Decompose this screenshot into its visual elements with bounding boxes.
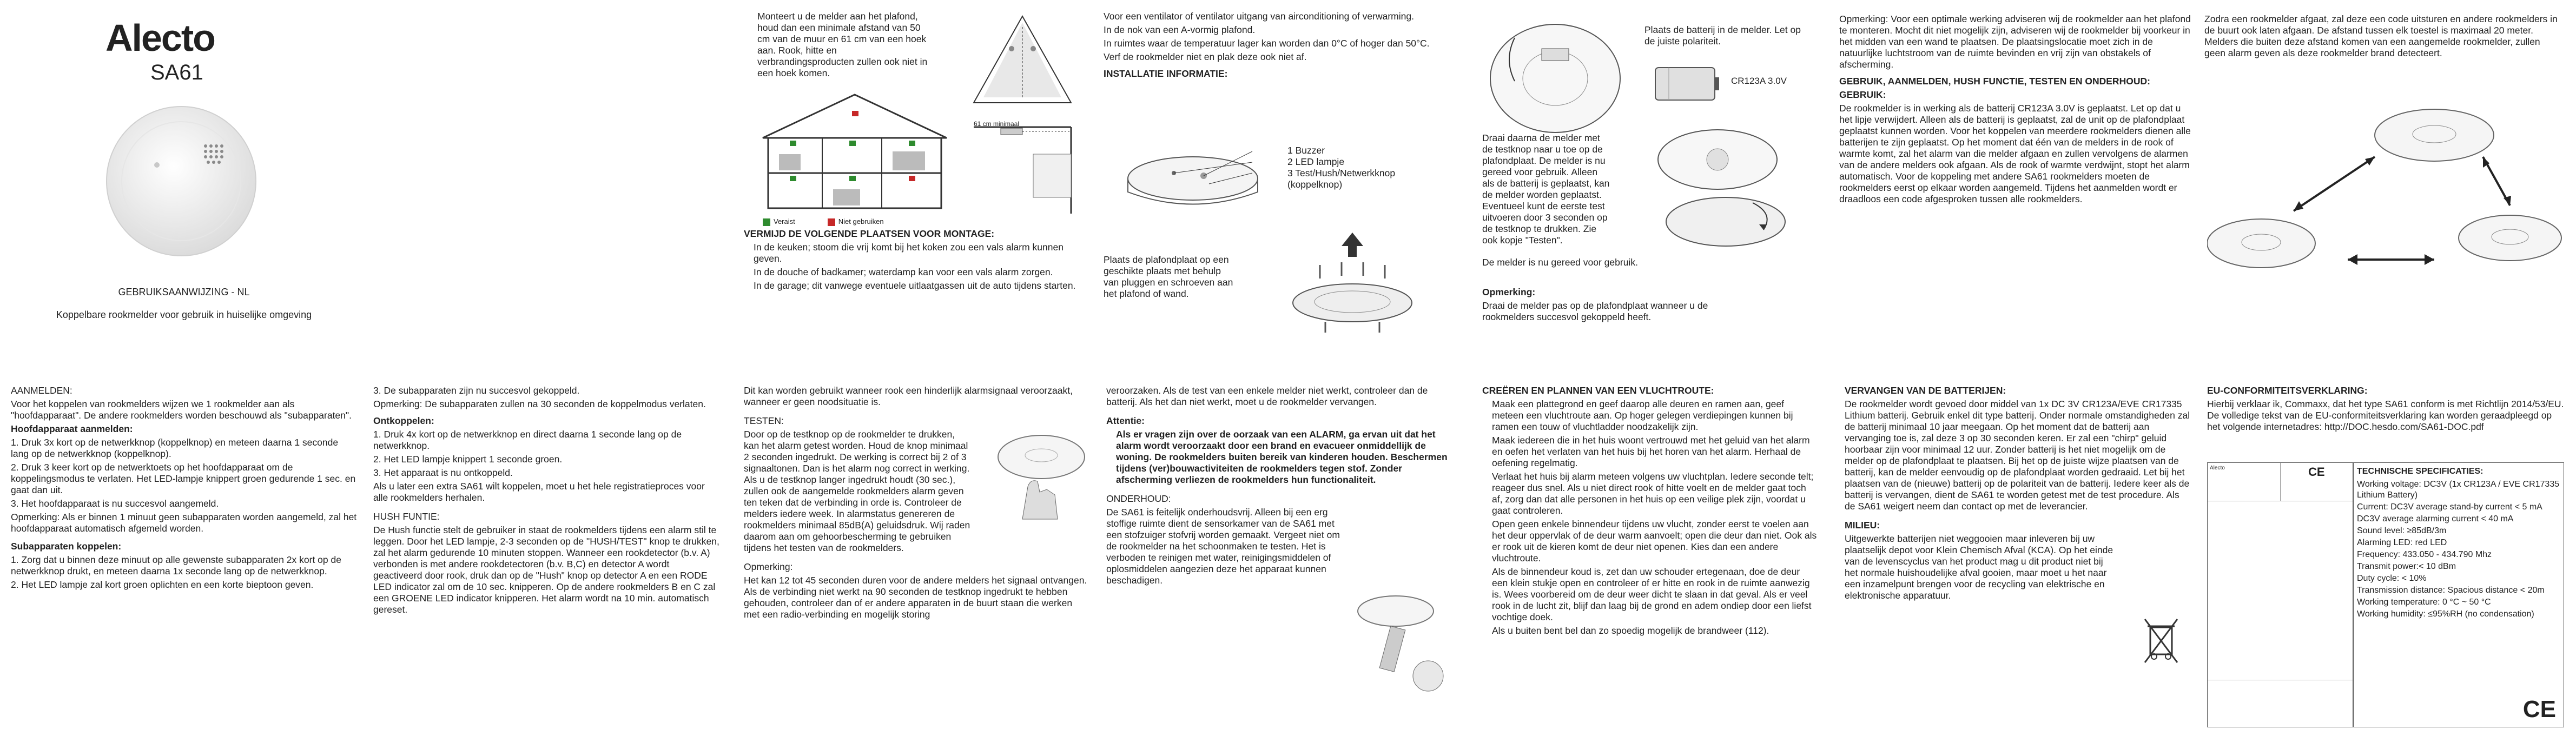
linked-detectors-diagram — [2207, 103, 2564, 308]
avoid-item-2: In de douche of badkamer; waterdamp kan voor een vals alarm zorgen. — [754, 267, 1053, 277]
range-panel: Zodra een rookmelder afgaat, zal deze een code uitsturen en andere rookmelders in de buurt ook laten afgaan. De afstand tussen elk toestel is maximaal 20 meter. Melders die buiten deze afstand komen van een aangemelde rookmelder, zullen geen alarm geven als deze rookmelder brand detecteert. — [2204, 14, 2558, 58]
specs-box — [2353, 462, 2564, 727]
main-step-1: 1. Druk 3x kort op de netwerkknop (koppelknop) en meteen daarna 1 seconde lang op de netwerkknop (koppelknop). — [11, 437, 339, 459]
register-panel — [11, 385, 357, 731]
maintenance-text: De SA61 is feitelijk onderhoudsvrij. Alleen bij een erg stoffige ruimte dient de sensorkamer van de SA61 met een stofzuiger stofvrij worden gemaakt. Vergeet niet om de rookmelder na het schoonmaken te testen. Het is verboden te reinigen met water, reinigingsmiddelen of oplosmiddelen aangezien deze het apparaat kunnen beschadigen. — [1106, 507, 1340, 586]
escape-title: CREËREN EN PLANNEN VAN EEN VLUCHTROUTE: — [1482, 385, 1714, 396]
wall-distance-label: 61 cm minimaal — [974, 120, 1020, 128]
install-note-1: Voor een ventilator of ventilator uitgang van airconditioning of verwarming. — [1104, 11, 1414, 22]
conformity-panel — [2207, 385, 2564, 461]
spec-item: Duty cycle: < 10% — [2357, 574, 2427, 583]
battery-mount-diagram — [1482, 16, 1628, 141]
escape-text-3: Verlaat het huis bij alarm meteen volgens uw vluchtplan. Iedere seconde telt; reageer dus snel. Als u niet direct rook of hitte voelt en de melder gaat toch af, zorg dan dat alle personen in het huis op een veilige plek zijn, voordat u gaat controleren. — [1492, 471, 1814, 516]
sub-step-1: 1. Zorg dat u binnen deze minuut op alle gewenste subapparaten 2x kort op de netwerkknop drukt, en meteen daarna 1x seconde lang op de netwerkknop. — [11, 554, 341, 576]
unlink-panel — [373, 385, 719, 731]
sub-note: Opmerking: De subapparaten zullen na 30 seconden de koppelmodus verlaten. — [373, 399, 706, 409]
manual-title: GEBRUIKSAANWIJZING - NL — [118, 287, 250, 297]
test-result-text: veroorzaken. Als de test van een enkele melder niet werkt, controleer dan de batterij. Als het dan niet werkt, moet u de rookmelder vervangen. — [1106, 385, 1428, 407]
ceiling-distance-diagram — [968, 11, 1076, 108]
unlink-title: Ontkoppelen: — [373, 415, 434, 426]
test-text: Door op de testknop op de rookmelder te drukken, kan het alarm getest worden. Houd de knop minimaal 2 seconden ingedrukt. De werking is correct bij 2 of 3 signaaltonen. Dan is het alarm nog correct in werking. Als u de testknop langer ingedrukt houdt (30 sec.), zullen ook de aangemelde rookmelders alarm geven ten teken dat de verbinding in orde is. Controleer de melders iedere week. In alarmstatus genereren de rookmelders minimaal 85dB(A) geluidsdruk. Wij raden daarom aan om gehoorbescherming te gebruiken tijdens het testen van de rookmelders. — [744, 429, 970, 553]
brand-logo: Alecto — [105, 17, 215, 59]
sub-step-3: 3. De subapparaten zijn nu succesvol gekoppeld. — [373, 385, 580, 396]
test-note-text: Het kan 12 tot 45 seconden duren voor de andere melders het signaal ontvangen. Als de verbinding niet werkt na 90 seconden de testknop ingedrukt te hebben gehouden, controleer dan of er andere apparaten in de buurt staan die werken met een radio-verbinding en mogelijk storing — [744, 575, 1087, 620]
avoid-item-3: In de garage; dit vanwege eventuele uitlaatgassen uit de auto tijdens starten. — [754, 280, 1076, 291]
escape-text-4: Open geen enkele binnendeur tijdens uw vlucht, zonder eerst te voelen aan het deur oppervlak of de deur warm aanvoelt; open die deur dan niet. Ook als er rook uit de kieren komt de deur niet openen. Kies dan een andere vluchtroute. — [1492, 519, 1817, 563]
specs-title: TECHNISCHE SPECIFICATIES: — [2357, 467, 2483, 476]
install-note-3: In ruimtes waar de temperatuur lager kan worden dan 0°C of hoger dan 50°C. — [1104, 38, 1430, 49]
unlink-step-1: 1. Druk 4x kort op de netwerkknop en direct daarna 1 seconde lang op de netwerkknop. — [373, 429, 682, 451]
usage-section-title: GEBRUIK, AANMELDEN, HUSH FUNCTIE, TESTEN EN ONDERHOUD: — [1839, 76, 2150, 87]
attention-text: Draai de melder pas op de plafondplaat wanneer u de rookmelders succesvol gekoppeld heeft. — [1482, 300, 1708, 322]
battery-replace-text: De rookmelder wordt gevoed door middel van 1x DC 3V CR123A/EVE CR17335 Lithium batterij. Gebruik enkel dit type batterij. Onder normale omstandigheden zal de batterij minimaal 10 jaar meegaan. Op het moment dat de batterij aan vervanging toe is, zal deze 3 op 30 seconden keren. Er zal een "chirp" geluid hoorbaar zijn voor minimaal 12 uur. Zonder batterij is het niet mogelijk om de melder op de plafondplaat te plaatsen. Bij het op de juiste wijze plaatsen van de batterij, kan de melder eenvoudig op de plafondplaat worden gedraaid. Let bij het plaatsen van de (nieuwe) batterij op de polariteit van de batterij. Iedere keer als de batterij is vervangen, dient de SA61 te worden getest met de test procedure. Als de SA61 weigert neem dan contact op met de leverancier. — [1845, 399, 2190, 512]
unlink-note: Als u later een extra SA61 wilt koppelen, moet u het hele registratieproces voor alle rookmelders herhalen. — [373, 481, 705, 503]
conformity-text: Hierbij verklaar ik, Commaxx, dat het type SA61 conform is met Richtlijn 2014/53/EU. De volledige tekst van de EU-conformiteitsverklaring kan worden geraadpleegd op het volgende internetadres: http://DOC.hesdo.com/SA61-DOC.pdf — [2207, 399, 2564, 432]
smoke-detector-image — [103, 103, 260, 260]
escape-text-2: Maak iedereen die in het huis woont vertrouwd met het geluid van het alarm en oefen het verlaten van het huis bij het horen van het alarm. Herhaal de oefening regelmatig. — [1492, 435, 1810, 468]
spec-item: Alarming LED: red LED — [2357, 538, 2447, 547]
ce-mark: CE — [2522, 696, 2556, 722]
legend-no: Niet gebruiken — [828, 217, 884, 226]
register-intro: Voor het koppelen van rookmelders wijzen we 1 rookmelder aan als "hoofdapparaat". De andere rookmelders worden beschouwd als "subapparaten". — [11, 399, 352, 421]
escape-text-1: Maak een plattegrond en geef daarop alle deuren en ramen aan, geef meteen een vluchtroute aan. Op hoger gelegen verdiepingen kunnen bij ramen een touw of vluchtladder noodzakelijk zijn. — [1492, 399, 1793, 432]
environment-title: MILIEU: — [1845, 520, 1880, 531]
vacuum-clean-image — [1352, 589, 1450, 698]
maintenance-title: ONDERHOUD: — [1106, 493, 1171, 504]
part-button: 3 Test/Hush/Netwerkknop (koppelknop) — [1287, 168, 1396, 190]
battery-text: Plaats de batterij in de melder. Let op de juiste polariteit. — [1644, 24, 1801, 47]
escape-text-6: Als u buiten bent bel dan zo spoedig mogelijk de brandweer (112). — [1492, 625, 1769, 636]
sub-device-title: Subapparaten koppelen: — [11, 541, 122, 552]
unlink-step-2: 2. Het LED lampje knippert 1 seconde groen. — [373, 454, 563, 465]
test-title: TESTEN: — [744, 415, 784, 426]
usage-title: GEBRUIK: — [1839, 89, 1886, 100]
escape-text-5: Als de binnendeur koud is, zet dan uw schouder ertegenaan, doe de deur een klein stukje open en controleer of er hitte en rook in de ruimte aanwezig is. Wees voorbereid om de deur weer dicht te slaan in dat geval. Als er veel rook in de lucht zit, blijf dan laag bij de grond en adem ondiep door een liefst vochtige doek. — [1492, 566, 1812, 622]
product-label-image — [2207, 462, 2353, 727]
house-placement-diagram — [757, 89, 952, 214]
spec-item: Working temperature: 0 °C ~ 50 °C — [2357, 598, 2491, 607]
spec-item: Current: DC3V average stand-by current < 5 mA — [2357, 502, 2542, 512]
turn-instructions: Draai daarna de melder met de testknop naar u toe op de plafondplaat. De melder is nu gereed voor gebruik. Alleen als de batterij is geplaatst, kan de melder worden geplaatst. Eventueel kunt de eerste test uitvoeren door 3 seconden op de testknop te drukken. Zie ook kopje "Testen". — [1482, 132, 1610, 246]
part-buzzer: 1 Buzzer — [1287, 145, 1325, 156]
spec-item: Working humidity: ≤95%RH (no condensation) — [2357, 609, 2534, 619]
weee-bin-icon — [2142, 616, 2180, 665]
spec-item: Working voltage: DC3V (1x CR123A / EVE CR17335 Lithium Battery) — [2357, 480, 2560, 500]
wall-distance-diagram — [968, 122, 1076, 219]
escape-route-panel — [1482, 385, 1818, 731]
cover-panel — [0, 0, 368, 368]
main-step-3: 3. Het hoofdapparaat is nu succesvol aangemeld. — [11, 498, 219, 509]
attention-section — [1482, 287, 1709, 352]
avoid-section — [744, 228, 1079, 358]
install-note-4: Verf de rookmelder niet en plak deze ook niet af. — [1104, 51, 1307, 62]
spec-item: Frequency: 433.050 - 434.790 Mhz — [2357, 550, 2492, 559]
battery-replace-panel — [1845, 385, 2191, 731]
hush-title: HUSH FUNTIE: — [373, 511, 440, 522]
legend-ok: Veraist — [763, 217, 795, 226]
main-device-title: Hoofdapparaat aanmelden: — [11, 423, 133, 434]
ready-text: De melder is nu gereed voor gebruik. — [1482, 257, 1638, 268]
label-top-strip — [2208, 463, 2353, 501]
spec-item: Transmission distance: Spacious distance < 20m — [2357, 586, 2545, 595]
environment-text: Uitgewerkte batterijen niet weggooien maar inleveren bij uw plaatselijk depot voor Klein Chemisch Afval (KCA). Op het einde van de levenscyclus van het product mag u dit product niet bij het normale huishoudelijke afval gooien, maar moet u het naar een inzamelpunt brengen voor de recycling van elektrische en elektronische apparatuur. — [1845, 533, 2113, 601]
label-body — [2208, 501, 2353, 680]
turn-detector-diagram — [1644, 122, 1791, 251]
battery-icon — [1644, 57, 1726, 111]
avoid-item-1: In de keuken; stoom die vrij komt bij het koken zou een vals alarm kunnen geven. — [754, 242, 1064, 264]
press-test-button-image — [990, 427, 1087, 525]
mount-text: Plaats de plafondplaat op een geschikte plaats met behulp van pluggen en schroeven aan het plafond of wand. — [1104, 254, 1233, 299]
usage-text: De rookmelder is in werking als de batterij CR123A 3.0V is geplaatst. Let op dat u het lipje verwijdert. Alleen als de batterij is geplaatst, zal de unit op de plafondplaat geplaatst kunnen worden. Voor het koppelen van meerdere rookmelders dienen alle batterijen te zijn geplaatst. Op het moment dat één van de melders in de rook of warmte komt, zal het alarm van die melder afgaan en zullen vervolgens de alarmen van de andere melders ook afgaan. Als de rook of warmte verdwijnt, stopt het alarm automatisch. Voor de koppeling met andere SA61 rookmelders moeten de rookmelders eerst op elkaar worden aangemeld. Tijdens het aanmelden wordt er draadloos een code afgesproken tussen alle rookmelders. — [1839, 103, 2191, 204]
avoid-title: VERMIJD DE VOLGENDE PLAATSEN VOOR MONTAGE: — [744, 228, 995, 239]
spec-item: Sound level: ≥85dB/3m — [2357, 526, 2447, 535]
hush-usage: Dit kan worden gebruikt wanneer rook een hinderlijk alarmsignaal veroorzaakt, wanneer er geen noodsituatie is. — [744, 385, 1073, 407]
spec-item: Transmit power:< 10 dBm — [2357, 562, 2456, 571]
legend — [763, 217, 884, 226]
main-note: Opmerking: Als er binnen 1 minuut geen subapparaten worden aangemeld, zal het hoofdapparaat automatisch afgemeld worden. — [11, 512, 357, 534]
specs-list — [2357, 479, 2560, 620]
hush-text: De Hush functie stelt de gebruiker in staat de rookmelders tijdens een alarm stil te leggen. Door het LED lampje, 2-3 seconden op de "HUSH/TEST" knop te drukken, zal het alarm gedurende 10 minuten stoppen. Wanneer een rookdetector (b.v. A) verbonden is met andere rookdetectoren (b.v. B,C) en detector A wordt geactiveerd door rook, druk dan op de "Hush" knop op detector A en een RODE LED indicator zal om de 10 sec. knipperen. Op de andere rookmelders B en C zal een GROENE LED indicator knipperen. Het alarm wordt na 10 min. automatisch gereset. — [373, 525, 719, 615]
battery-label: CR123A 3.0V — [1731, 76, 1787, 86]
unlink-step-3: 3. Het apparaat is nu ontkoppeld. — [373, 467, 513, 478]
register-title: AANMELDEN: — [11, 385, 72, 396]
spec-item: DC3V average alarming current < 40 mA — [2357, 514, 2514, 523]
label-bottom-strip — [2208, 680, 2353, 728]
placement-note: Opmerking: Voor een optimale werking adviseren wij de rookmelder aan het plafond te monteren. Mocht dit niet mogelijk zijn, adviseren wij de rookmelder bij voorkeur in het midden van een wand te plaatsen. De plaatsingslocatie moet zich in de natuurlijke luchtstroom van de ruimte bevinden en vrij zijn van obstakels of afscherming. — [1839, 14, 2191, 70]
test-note-title: Opmerking: — [744, 561, 793, 572]
cover-subtitle: Koppelbare rookmelder voor gebruik in huiselijke omgeving — [56, 309, 312, 320]
ceiling-plate-diagram — [1282, 227, 1423, 335]
mounting-intro: Monteert u de melder aan het plafond, houd dan een minimale afstand van 50 cm van de muur en 61 cm van een hoek aan. Rook, hitte en verbrandingsproducten zullen ook niet in een hoek komen. — [757, 11, 928, 78]
attention-title-2: Attentie: — [1106, 415, 1145, 426]
label-brand: Alecto — [2208, 463, 2281, 501]
attention-warning: Als er vragen zijn over de oorzaak van een ALARM, ga ervan uit dat het alarm wordt veroorzaakt door een brand en evacueer onmiddellijk de woning. De rookmelders buiten bereik van kinderen houden. Beschermen tijdens (ver)bouwactiviteiten de rookmelders tegen stof. Zonder afscherming verliezen de rookmelders hun functionaliteit. — [1116, 429, 1448, 485]
sub-step-2: 2. Het LED lampje zal kort groen oplichten en een korte bieptoon geven. — [11, 579, 314, 590]
attention-title: Opmerking: — [1482, 287, 1536, 297]
main-step-2: 2. Druk 3 keer kort op de netwerktoets op het hoofdapparaat om de koppelingsmodus te verlaten. Het LED-lampje knippert groen gedurende 1 sec. en gaat dan uit. — [11, 462, 356, 495]
label-ce: CE — [2308, 465, 2325, 479]
install-title: INSTALLATIE INFORMATIE: — [1104, 68, 1228, 79]
conformity-title: EU-CONFORMITEITSVERKLARING: — [2207, 385, 2368, 396]
part-led: 2 LED lampje — [1287, 156, 1345, 167]
parts-list — [1287, 145, 1406, 215]
battery-replace-title: VERVANGEN VAN DE BATTERIJEN: — [1845, 385, 2006, 396]
install-note-2: In de nok van een A-vormig plafond. — [1104, 24, 1256, 35]
detector-parts-diagram — [1122, 141, 1263, 216]
usage-panel — [1839, 14, 2191, 365]
model-name: SA61 — [150, 61, 203, 84]
